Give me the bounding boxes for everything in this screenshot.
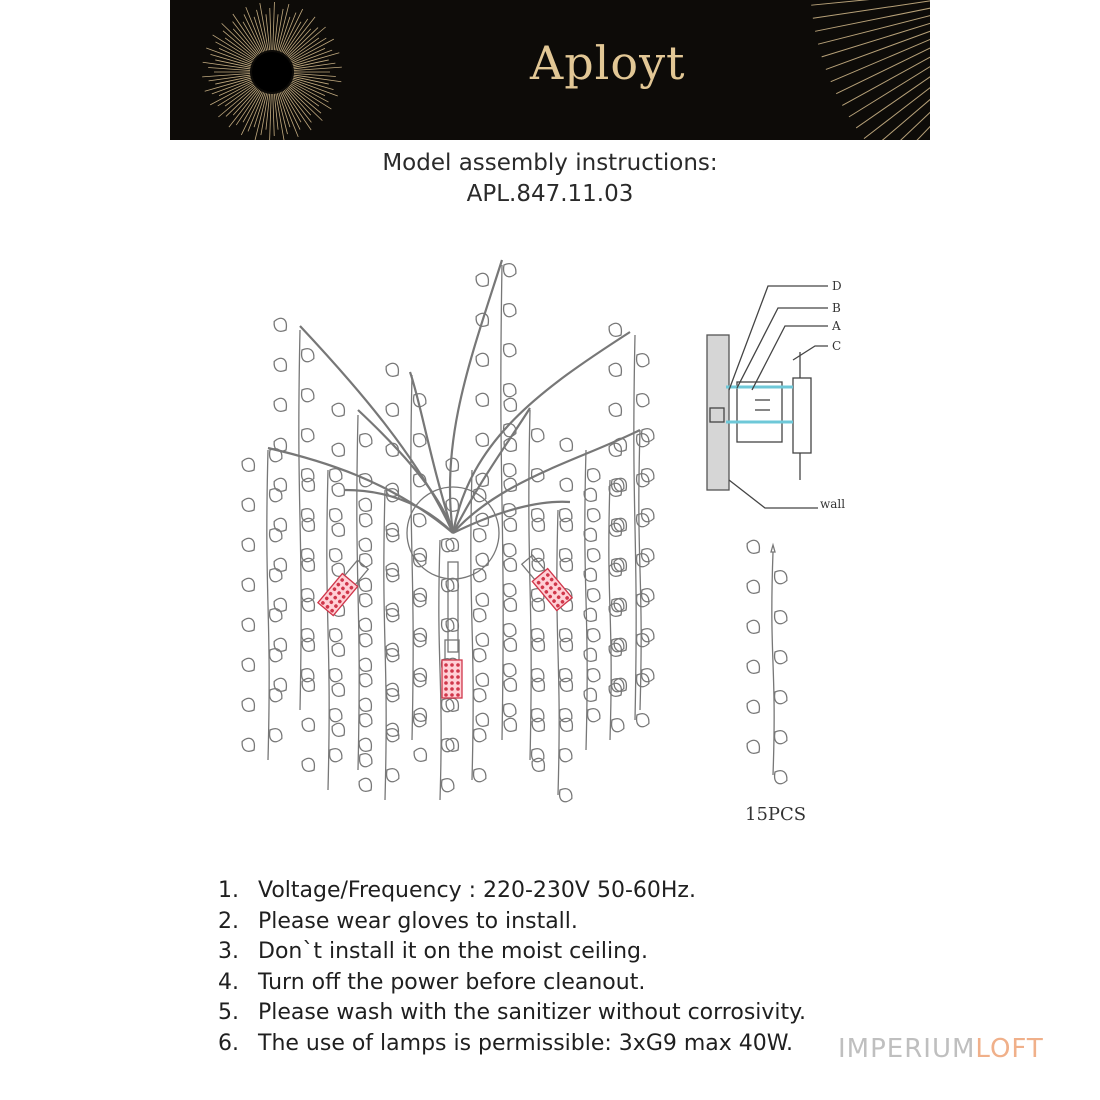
model-number: APL.847.11.03	[466, 181, 634, 207]
document-title	[0, 148, 1100, 210]
callout-c: C	[832, 339, 842, 353]
chandelier-drawing	[240, 260, 656, 804]
title-line-1: Model assembly instructions:	[382, 150, 718, 176]
instruction-item: 2. Please wear gloves to install.	[218, 908, 578, 934]
wall-label: wall	[820, 497, 846, 511]
instruction-list	[218, 876, 806, 1059]
instruction-item: 1. Voltage/Frequency : 220-230V 50-60Hz.	[218, 878, 696, 903]
callout-d: D	[832, 279, 842, 293]
instruction-item: 5. Please wash with the sanitizer without corrosivity.	[218, 1000, 807, 1025]
brand-name: Aployt	[530, 36, 686, 90]
brand-banner	[170, 0, 930, 140]
callout-b: B	[832, 301, 841, 315]
assembly-diagram	[240, 240, 880, 820]
instruction-item: 6. The use of lamps is permissible: 3xG9 max 40W.	[218, 1030, 794, 1056]
watermark: IMPERIUMLOFT	[838, 1034, 1044, 1064]
instruction-item: 4. Turn off the power before cleanout.	[218, 969, 646, 995]
leaf-strand-detail	[745, 538, 790, 786]
mount-side-view	[707, 286, 828, 508]
canopy	[793, 378, 811, 453]
strand-quantity: 15PCS	[745, 804, 807, 825]
instruction-item: 3. Don`t install it on the moist ceiling.	[218, 939, 648, 964]
mount-bracket	[737, 382, 782, 442]
callout-a: A	[832, 319, 841, 333]
